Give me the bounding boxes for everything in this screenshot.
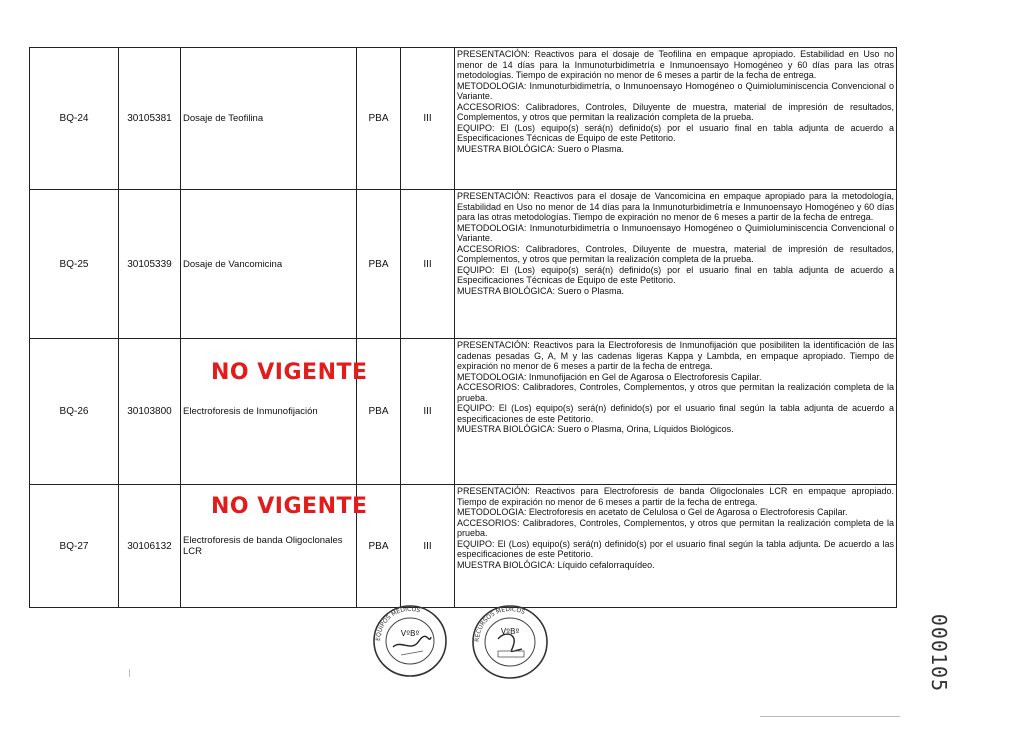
desc-metodologia: METODOLOGIA: Inmunofijación en Gel de Agarosa o Electroforesis Capilar.: [457, 371, 762, 382]
desc-metodologia: METODOLOGIA: Inmunoturbidimetría o Inmunoensayo Homogéneo o Quimioluminiscencia Convencional o Variante.: [457, 222, 894, 243]
page-number-text: 000105: [927, 613, 951, 693]
desc-accesorios: ACCESORIOS: Calibradores, Controles, Diluyente de muestra, material de impresión de resultados, Complementos, y otros que permitan la realización completa de la prueba.: [457, 243, 894, 264]
desc-presentacion: PRESENTACIÓN: Reactivos para la Electroforesis de Inmunofijación que posibiliten la identificación de las cadenas pesadas G, A, M y las cadenas ligeras Kappa y Lambda, en empaque apropiado. Tiempo de expiración no menor de 6 meses a partir de la fecha de entrega.: [457, 340, 894, 371]
item-code: BQ-27: [30, 485, 119, 608]
seal-ring-text: EQUIPOS MEDICOS: [374, 605, 422, 642]
recursos-medicos-seal: [470, 603, 550, 681]
item-name: Dosaje de Teofilina: [181, 48, 357, 190]
item-description: [455, 485, 897, 608]
desc-metodologia: METODOLOGIA: Inmunoturbidimetría, o Inmunoensayo Homogéneo o Quimioluminiscencia Convencional o Variante.: [457, 80, 894, 101]
item-number: 30105381: [119, 48, 181, 190]
item-description: [455, 190, 897, 339]
desc-equipo: EQUIPO: El (Los) equipo(s) será(n) definido(s) por el usuario final según la tabla adjunta. De acuerdo a las especificaciones de este Petitorio.: [457, 538, 894, 559]
seal-center-text: VºBº: [500, 627, 520, 636]
desc-accesorios: ACCESORIOS: Calibradores, Controles, Complementos, y otros que permitan la realización completa de la prueba.: [457, 382, 894, 403]
desc-accesorios: ACCESORIOS: Calibradores, Controles, Complementos, y otros que permitan la realización completa de la prueba.: [457, 517, 894, 538]
table-row: [30, 339, 897, 485]
equipos-medicos-seal: [371, 603, 449, 679]
page-number: [924, 608, 954, 698]
item-level: III: [401, 48, 455, 190]
no-vigente-stamp: NO VIGENTE: [211, 360, 368, 385]
desc-equipo: EQUIPO: El (Los) equipo(s) será(n) definido(s) por el usuario final en tabla adjunta de acuerdo a Especificaciones Técnicas de Equipo de este Petitorio.: [457, 122, 894, 143]
desc-muestra: MUESTRA BIOLÓGICA: Suero o Plasma.: [457, 285, 625, 296]
item-description: [455, 339, 897, 485]
item-number: 30103800: [119, 339, 181, 485]
desc-muestra: MUESTRA BIOLÓGICA: Líquido cefalorraquídeo.: [457, 559, 655, 570]
desc-equipo: EQUIPO: El (Los) equipo(s) será(n) definido(s) por el usuario final en tabla adjunta de acuerdo a Especificaciones Técnicas de Equipo de este Petitorio.: [457, 264, 894, 285]
seal-ring-text: RECURSOS MEDICOS: [473, 605, 527, 643]
table-row: [30, 48, 897, 190]
item-level: III: [401, 485, 455, 608]
item-type: PBA: [357, 48, 401, 190]
item-level: III: [401, 190, 455, 339]
desc-muestra: MUESTRA BIOLÓGICA: Suero o Plasma, Orina, Líquidos Biológicos.: [457, 424, 734, 434]
item-number: 30105339: [119, 190, 181, 339]
table-row: [30, 485, 897, 608]
desc-metodologia: METODOLOGIA: Electroforesis en acetato de Celulosa o Gel de Agarosa o Electroforesis Capilar.: [457, 507, 848, 517]
desc-equipo: EQUIPO: El (Los) equipo(s) será(n) definido(s) por el usuario final según la tabla adjunta de acuerdo a especificaciones de este Petitorio.: [457, 403, 894, 424]
desc-presentacion: PRESENTACIÓN: Reactivos para Electroforesis de banda Oligoclonales LCR en empaque apropiado. Tiempo de expiración no menor de 6 meses a partir de la fecha de entrega.: [457, 486, 894, 507]
item-level: III: [401, 339, 455, 485]
desc-muestra: MUESTRA BIOLÓGICA: Suero o Plasma.: [457, 143, 625, 154]
table-row: [30, 190, 897, 339]
item-name: Dosaje de Vancomicina: [181, 190, 357, 339]
item-type: PBA: [357, 190, 401, 339]
item-code: BQ-26: [30, 339, 119, 485]
petitorio-table: [29, 47, 897, 608]
item-code: BQ-24: [30, 48, 119, 190]
seal-center-text: VºBº: [400, 629, 420, 638]
desc-presentacion: PRESENTACIÓN: Reactivos para el dosaje de Vancomicina en empaque apropiado para la metodología, Estabilidad en Uso no menor de 14 días para la Inmunoturbidimetría e Inmunoensayo Homogéneo y 60 días para las otras metodologías. Tiempo de expiración no menor de 6 meses a partir de la fecha de entrega.: [457, 191, 894, 222]
item-type: PBA: [357, 485, 401, 608]
signature-icon: [498, 634, 522, 651]
item-code: BQ-25: [30, 190, 119, 339]
desc-presentacion: PRESENTACIÓN: Reactivos para el dosaje de Teofilina en empaque apropiado. Estabilidad en Uso no menor de 14 días para la Inmunoturbidimetría e Inmunoensayo Homogéneo y 60 días para las otras metodologías. Tiempo de expiración no menor de 6 meses a partir de la fecha de entrega.: [457, 49, 894, 80]
item-number: 30106132: [119, 485, 181, 608]
no-vigente-stamp: NO VIGENTE: [211, 494, 368, 519]
item-type: PBA: [357, 339, 401, 485]
item-description: [455, 48, 897, 190]
desc-accesorios: ACCESORIOS: Calibradores, Controles, Diluyente de muestra, material de impresión de resultados, Complementos, y otros que permitan la realización completa de la prueba.: [457, 101, 894, 122]
scan-artifact: [129, 669, 130, 677]
item-name: Electroforesis de banda Oligoclonales LCR: [181, 485, 357, 608]
item-name: Electroforesis de Inmunofijación: [181, 339, 357, 485]
scan-artifact: [760, 716, 900, 717]
